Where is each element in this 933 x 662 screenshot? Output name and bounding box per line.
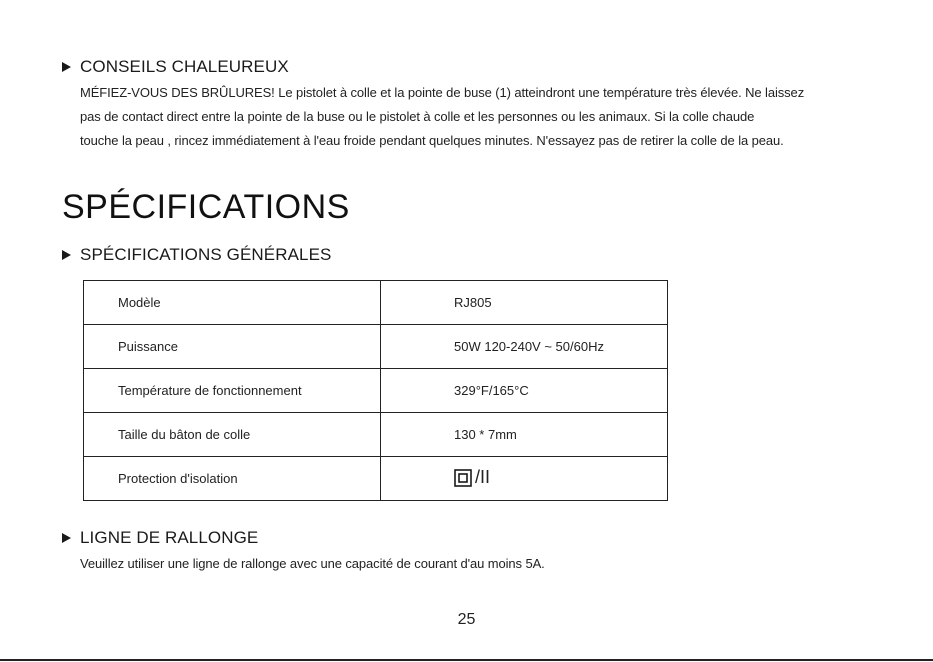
triangle-bullet-icon (62, 62, 71, 72)
class-ii-double-square-icon (454, 469, 472, 487)
table-row (84, 457, 668, 501)
warm-tips-heading (62, 57, 289, 77)
warm-tips-line: pas de contact direct entre la pointe de la buse ou le pistolet à colle et les personnes ou les animaux. Si la colle chaude (80, 109, 755, 124)
warm-tips-paragraph (80, 81, 850, 153)
spec-value (381, 457, 668, 501)
extension-text: Veuillez utiliser une ligne de rallonge avec une capacité de courant d'au moins 5A. (80, 556, 545, 571)
page-number: 25 (457, 611, 476, 628)
table-row (84, 369, 668, 413)
extension-heading-text: LIGNE DE RALLONGE (80, 528, 259, 547)
triangle-bullet-icon (62, 533, 71, 543)
spec-label: Taille du bâton de colle (84, 413, 381, 457)
spec-label: Température de fonctionnement (84, 369, 381, 413)
table-row (84, 281, 668, 325)
warm-tips-line: touche la peau , rincez immédiatement à l'eau froide pendant quelques minutes. N'essayez pas de retirer la colle de la peau. (80, 133, 784, 148)
spec-label: Protection d'isolation (84, 457, 381, 501)
warm-tips-heading-text: CONSEILS CHALEUREUX (80, 57, 289, 76)
spec-value: 130 * 7mm (381, 413, 668, 457)
table-row (84, 325, 668, 369)
general-specs-heading-text: SPÉCIFICATIONS GÉNÉRALES (80, 245, 332, 264)
table-row (84, 413, 668, 457)
bottom-rule (0, 659, 933, 661)
spec-label: Puissance (84, 325, 381, 369)
triangle-bullet-icon (62, 250, 71, 260)
specifications-title: SPÉCIFICATIONS (62, 188, 350, 226)
isolation-class-text: /II (475, 467, 491, 488)
spec-value: 329°F/165°C (381, 369, 668, 413)
spec-label: Modèle (84, 281, 381, 325)
spec-value: 50W 120-240V ~ 50/60Hz (381, 325, 668, 369)
specifications-table (83, 280, 668, 501)
spec-value: RJ805 (381, 281, 668, 325)
extension-heading (62, 528, 258, 548)
warm-tips-line: MÉFIEZ-VOUS DES BRÛLURES! Le pistolet à colle et la pointe de buse (1) atteindront une température très élevée. Ne laissez (80, 85, 805, 100)
general-specs-heading (62, 245, 331, 265)
